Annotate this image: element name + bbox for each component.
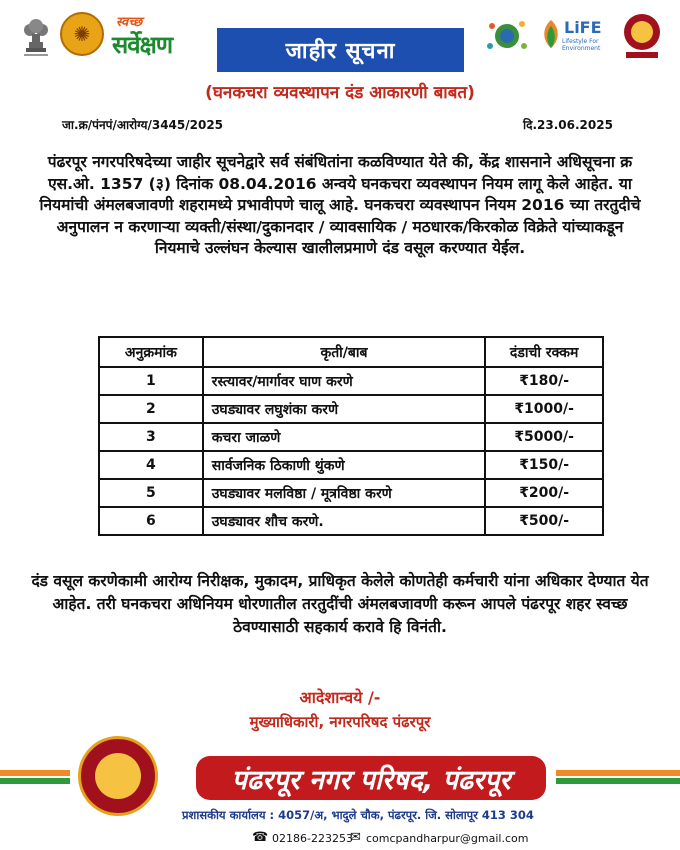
phone-number: 02186-223253	[272, 832, 353, 845]
row-serial: 1	[99, 367, 203, 395]
council-name-banner: पंढरपूर नगर परिषद, पंढरपूर	[196, 756, 546, 800]
life-logo-icon	[540, 14, 608, 56]
email-address: comcpandharpur@gmail.com	[366, 832, 529, 845]
office-address: प्रशासकीय कार्यालय : 4057/अ, भादुले चौक, पंढरपूर. जि. सोलापूर 413 304	[182, 808, 534, 822]
flag-stripe-green	[556, 778, 680, 784]
row-action: उघड्यावर शौच करणे.	[203, 507, 486, 535]
row-serial: 2	[99, 395, 203, 423]
notice-date: दि.23.06.2025	[523, 118, 613, 132]
row-fine: ₹5000/-	[485, 423, 603, 451]
national-emblem-icon	[20, 12, 52, 60]
life-logo-subtext: Lifestyle For Environment	[562, 38, 601, 52]
row-action: उघड्यावर लघुशंका करणे	[203, 395, 486, 423]
page-title: जाहीर सूचना	[217, 28, 464, 72]
table-row	[99, 423, 603, 451]
closing-paragraph: दंड वसूल करणेकामी आरोग्य निरीक्षक, मुकादम, प्राधिकृत केलेले कोणतेही कर्मचारी यांना अधिकार देण्यात येत आहेत. तरी घनकचरा अधिनियम धोरणातील तरतुदींची अंमलबजावणी करून आपले पंढरपूर शहर स्वच्छ ठेवण्यासाठी सहकार्य करावे हि विनंती.	[31, 572, 649, 636]
row-serial: 5	[99, 479, 203, 507]
row-fine: ₹150/-	[485, 451, 603, 479]
eco-globe-icon	[484, 16, 530, 56]
signatory-line: मुख्याधिकारी, नगरपरिषद पंढरपूर	[249, 713, 431, 731]
council-seal-icon	[78, 736, 158, 816]
table-row	[99, 507, 603, 535]
order-by-line: आदेशान्वये /-	[299, 688, 381, 707]
swachh-survekshan-logo	[112, 12, 204, 62]
header-fine: दंडाची रक्कम	[485, 337, 603, 367]
row-serial: 3	[99, 423, 203, 451]
row-fine: ₹180/-	[485, 367, 603, 395]
table-row	[99, 479, 603, 507]
row-serial: 6	[99, 507, 203, 535]
header-serial: अनुक्रमांक	[99, 337, 203, 367]
reference-number: जा.क्र/पंनपं/आरोग्य/3445/2025	[62, 118, 224, 132]
maharashtra-seal-icon: ✺	[60, 12, 104, 56]
swachh-big-text: सर्वेक्षण	[112, 31, 173, 59]
notice-subtitle: (घनकचरा व्यवस्थापन दंड आकारणी बाबत)	[205, 83, 475, 103]
table-header-row	[99, 337, 603, 367]
fine-table	[98, 336, 604, 536]
row-action: सार्वजनिक ठिकाणी थुंकणे	[203, 451, 486, 479]
row-action: कचरा जाळणे	[203, 423, 486, 451]
email-icon: ✉	[350, 830, 361, 845]
phone-icon: ☎	[252, 830, 269, 845]
row-action: उघड्यावर मलविष्ठा / मूत्रविष्ठा करणे	[203, 479, 486, 507]
table-row	[99, 395, 603, 423]
flag-stripe-saffron	[556, 770, 680, 776]
row-fine: ₹500/-	[485, 507, 603, 535]
intro-paragraph: पंढरपूर नगरपरिषदेच्या जाहीर सूचनेद्वारे सर्व संबंधितांना कळविण्यात येते की, केंद्र शासनाने अधिसूचना क्र एस.ओ. 1357 (३) दिनांक 08.04.2016 अन्वये घनकचरा व्यवस्थापन नियम लागू केले आहेत. या नियमांची अंमलबजावणी शहरामध्ये प्रभावीपणे चालू आहे. घनकचरा व्यवस्थापन नियम 2016 च्या तरतुदीचे अनुपालन न करणाऱ्या व्यक्ती/संस्था/दुकानदार / व्यावसायिक / मठधारक/किरकोळ विक्रेते यांच्याकडून नियमाचे उल्लंघन केल्यास खालीलप्रमाणे दंड वसूल करण्यात येईल.	[39, 153, 641, 257]
table-row	[99, 367, 603, 395]
flag-stripe-green	[0, 778, 70, 784]
row-action: रस्त्यावर/मार्गावर घाण करणे	[203, 367, 486, 395]
row-serial: 4	[99, 451, 203, 479]
row-fine: ₹200/-	[485, 479, 603, 507]
swachh-small-text: स्वच्छ	[116, 15, 143, 30]
table-row	[99, 451, 603, 479]
flag-stripe-saffron	[0, 770, 70, 776]
header-action: कृती/बाब	[203, 337, 486, 367]
life-logo-text: LiFE	[564, 18, 602, 37]
row-fine: ₹1000/-	[485, 395, 603, 423]
nagar-parishad-seal-icon	[620, 12, 664, 60]
